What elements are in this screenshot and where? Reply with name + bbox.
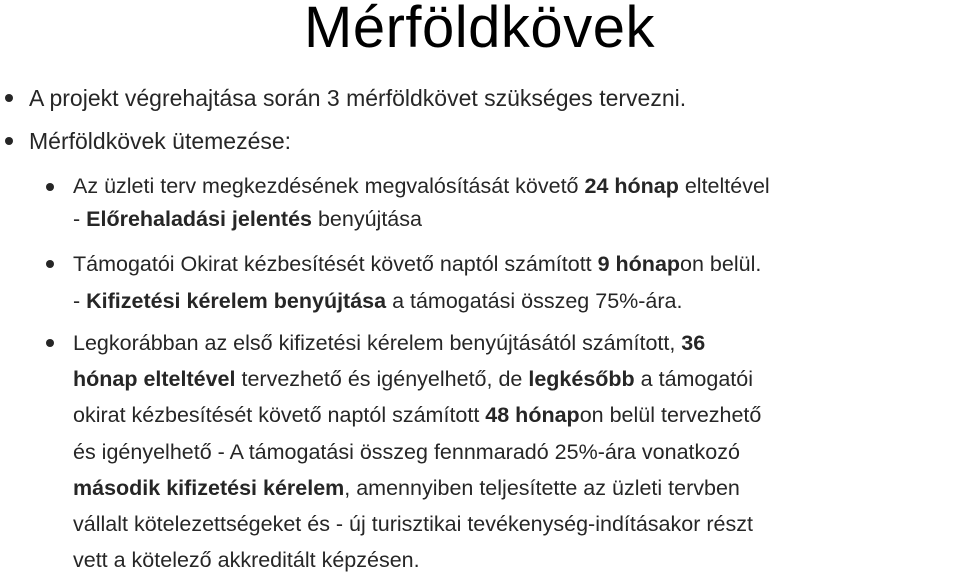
bullet-dot bbox=[5, 94, 13, 102]
text: benyújtása bbox=[312, 207, 422, 231]
text: a támogatói bbox=[634, 367, 754, 391]
text: - bbox=[73, 207, 87, 231]
emphasis: Előrehaladási jelentés bbox=[86, 207, 312, 231]
text: - bbox=[73, 289, 87, 313]
emphasis: 36 bbox=[681, 331, 706, 355]
sub-bullet-dot bbox=[46, 260, 54, 268]
bullet-text-milestone-count: A projekt végrehajtása során 3 mérföldkövet szükséges tervezni. bbox=[29, 85, 687, 111]
text: tervezhető és igényelhető, de bbox=[235, 367, 529, 391]
emphasis: 48 hónap bbox=[485, 403, 580, 427]
sub-bullet-progress-report-line-2 bbox=[73, 204, 422, 234]
text: elteltével bbox=[678, 174, 770, 198]
page-title: Mérföldkövek bbox=[304, 0, 655, 60]
text: on belül tervezhető bbox=[579, 403, 762, 427]
text: on belül. bbox=[680, 252, 762, 276]
emphasis: hónap elteltével bbox=[73, 367, 236, 391]
sub-bullet-dot bbox=[46, 339, 54, 347]
bullet-dot bbox=[5, 137, 13, 145]
text: Legkorábban az első kifizetési kérelem benyújtásától számított, bbox=[73, 331, 682, 355]
text: okirat kézbesítését követő naptól számított bbox=[73, 403, 486, 427]
sub-bullet-second-payment-line-2 bbox=[73, 364, 753, 394]
text: Támogatói Okirat kézbesítését követő naptól számított bbox=[73, 252, 598, 276]
bullet-text-schedule: Mérföldkövek ütemezése: bbox=[29, 128, 292, 154]
emphasis: 9 hónap bbox=[597, 252, 681, 276]
text: Az üzleti terv megkezdésének megvalósítását követő bbox=[73, 174, 585, 198]
sub-bullet-second-payment-line-5 bbox=[73, 473, 740, 503]
sub-bullet-dot bbox=[46, 183, 54, 191]
sub-bullet-second-payment-line-1 bbox=[73, 328, 705, 358]
sub-bullet-second-payment-line-3 bbox=[73, 400, 761, 430]
emphasis: legkésőbb bbox=[528, 367, 635, 391]
text: , amennyiben teljesítette az üzleti tervben bbox=[344, 476, 740, 500]
emphasis: Kifizetési kérelem benyújtása bbox=[86, 289, 387, 313]
sub-bullet-second-payment-line-4: és igényelhető - A támogatási összeg fennmaradó 25%-ára vonatkozó bbox=[73, 440, 740, 464]
sub-bullet-progress-report-line-1 bbox=[73, 171, 770, 201]
sub-bullet-payment-request-line-1 bbox=[73, 249, 761, 279]
sub-bullet-payment-request-line-2 bbox=[73, 286, 682, 316]
sub-bullet-second-payment-line-6: vállalt kötelezettségeket és - új turisztikai tevékenység-indításakor részt bbox=[73, 512, 753, 536]
emphasis: 24 hónap bbox=[584, 174, 679, 198]
sub-bullet-second-payment-line-7: vett a kötelező akkreditált képzésen. bbox=[73, 548, 420, 572]
emphasis: második kifizetési kérelem bbox=[73, 476, 345, 500]
text: a támogatási összeg 75%-ára. bbox=[386, 289, 683, 313]
